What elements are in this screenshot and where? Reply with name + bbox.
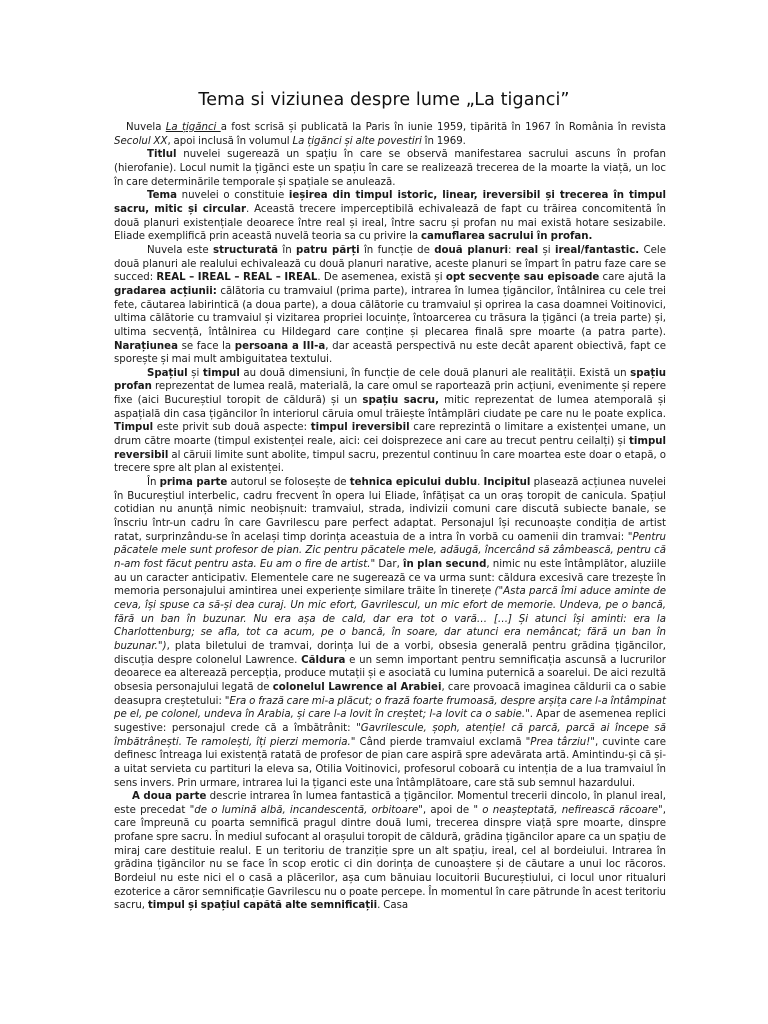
text-run: care reprezintă o limitare a existenței umane, un drum către moarte (timpul existenței reale, aici: cei doisprezece ani care au trecut pentru ceilalți) și <box>114 422 666 448</box>
text-run: " o neașteptată, nefirească răcoare" <box>473 804 663 816</box>
text-run: patru părți <box>296 244 360 256</box>
text-run: tehnica epicului dublu <box>349 477 478 489</box>
text-run: , care împreună cu poarta semnifică pragul dintre două lumi, trecerea dinspre viață spre moarte, dinspre profane spre sacru. În mediul sufocant al orașului toropit de căldură, grădina țigăncilor apare ca un spațiu de miraj care destituie realul. E un teritoriu de tranziție spre un alt spațiu, ireal, cel al bordeiului. Intrarea în grădina țigăncilor nu se face în scop erotic ci din dorința de cunoaștere și de căutare a unui loc răcoros. Bordeiul nu este nici el o casă a plăcerilor, așa cum bănuiau locuitorii Bucureștiului, ci locul unor ritualuri ezoterice a căror semnificație Gavrilescu nu o poate percepe. În momentul în care pătrunde în acest teritoriu sacru, <box>114 804 666 912</box>
text-run: în funcție de <box>359 244 435 256</box>
paragraph-p2 <box>114 148 666 189</box>
text-run: Narațiunea <box>114 340 178 352</box>
text-run: "Prea târziu!" <box>525 736 595 748</box>
text-run: A doua parte <box>132 791 207 803</box>
text-run: camuflarea sacrului în profan. <box>420 231 593 243</box>
text-run: spațiu sacru, <box>362 395 439 407</box>
text-run: și <box>187 367 203 379</box>
text-run: Când pierde tramvaiul exclamă <box>355 736 526 748</box>
text-run: , plata biletului de tramvai, dorința lui de a vorbi, obsesia generală pentru grădina țigăncilor, discuția despre colonelul Lawrence. <box>114 640 666 666</box>
text-run: timpul reversibil <box>114 436 666 461</box>
text-run: ieșirea din timpul istoric, linear, ireversibil și trecerea în timpul sacru, mitic și circular <box>114 190 667 215</box>
text-run: opt secvențe sau episoade <box>445 272 600 284</box>
text-run: și <box>538 244 555 256</box>
text-run: prima parte <box>159 477 228 489</box>
text-run: . Această trecere imperceptibilă echivalează de fapt cu trăirea concomitentă în două planuri existențiale deoarece între real și ireal, între sacru și profan nu mai există hotare sesizabile. Eliade exemplifică prin această nuvelă teoria sa cu privire la <box>114 203 666 243</box>
text-run: persoana a III-a <box>234 340 326 352</box>
text-run: în plan secund <box>402 559 487 570</box>
text-run: al căruii limite sunt abolite, timpul sacru, prezentul continuu în care moartea este doar o etapă, o trecere spre alt plan al existenței. <box>114 449 666 475</box>
text-run: Nuvela este <box>147 244 214 256</box>
text-run: . De asemenea, există și <box>317 272 446 284</box>
text-run: nuvelei sugerează un spațiu în care se observă manifestarea sacrului ascuns în profan (hierofanie). Locul numit la țigănci este un spațiu în care se realizează trecerea de la moarte la viață, un loc în care determinările temporale și spațiale se anulează. <box>114 149 666 188</box>
text-run: La țigănci <box>165 122 221 133</box>
text-run: Tema <box>147 190 177 202</box>
text-run: a fost scrisă și publicată la Paris în iunie 1959, tipărită în 1967 în România în revista <box>220 122 666 133</box>
text-run: este privit sub două aspecte: <box>153 422 311 434</box>
text-run: real <box>515 244 539 256</box>
text-run: călătoria cu tramvaiul (prima parte), intrarea în lumea țigăncilor, întâlnirea cu cele trei fete, căutarea labirintică (a doua parte), a doua călătorie cu tramvaiul și oprirea la casa doamnei Voitinovici, ultima călătorie cu tramvaiul și vizitarea propriei locuințe, întoarcerea cu trăsura la țigănci (a treia parte) și, ultima secvență, întâlnirea cu Hildegard care conține și plecarea finală spre moarte (a patra parte). <box>114 285 666 338</box>
paragraph-p5 <box>114 367 666 476</box>
text-run: plasează acțiunea nuvelei în Bucureștiul interbelic, cadru frecvent în opera lui Eliade, înfățișat ca un oraș toropit de canicula. Spațiul cotidian nu anunță nimic neobișnuit: tramvaiul, strada, indivizii comuni care discută subiecte banale, se înscriu într-un cadru în care Gavrilescu pare perfect adaptat. Personajul își recunoaște condiția de artist ratat, surprinzându-se în același timp dorința aceastuia de a intra în vorbă cu oamenii din tramvai: <box>114 477 667 543</box>
text-run: Spațiul <box>147 367 188 379</box>
text-run: . <box>477 477 484 489</box>
text-run: "Gavrilescule, șoph, atenție! că parcă, parcă ai începe să îmbătrânești. Te ramolești, îți pierzi memoria." <box>114 722 666 748</box>
text-run: colonelul Lawrence al Arabiei <box>272 681 442 693</box>
text-run: Incipitul <box>483 477 531 489</box>
text-run: două planuri <box>434 244 509 256</box>
text-run: gradarea acțiunii: <box>114 285 217 297</box>
text-run: ("Asta parcă îmi aduce aminte de ceva, își spuse ca să-și dea curaj. Un mic efort, Gavrilescul, un mic efort de memorie. Undeva, pe o bancă, fără un ban în buzunar. Nu era așa de cald, dar era tot o vară… […] Și atunci își aminti: era la Charlottenburg; se afla, tot ca acum, pe o bancă, în soare, dar atunci era nemâncat; fără un ban în buzunar.") <box>114 586 666 652</box>
text-run: : <box>508 244 516 256</box>
text-run: În <box>147 477 160 489</box>
text-run: Timpul <box>114 422 154 434</box>
text-run: timpul <box>202 367 240 379</box>
text-run: . Casa <box>377 900 409 912</box>
text-run: care ajută la <box>599 272 666 284</box>
text-run: în <box>278 244 297 256</box>
text-run: în 1969. <box>421 135 466 147</box>
text-run: , cuvinte care definesc întreaga lui existență ratată de profesor de pian care aspiră spre adevărata artă. Amintindu-și că și-a uitat servieta cu partituri la eleva sa, Otilia Voitinovici, profesorul coboară cu intenția de a lua tramvaiul în sens invers. Prin urmare, intrarea lui la țiganci este una întâmplătoare, care stă sub semnul hazardului. <box>114 736 666 789</box>
text-run: Secolul XX <box>114 135 168 147</box>
document-body <box>114 121 666 913</box>
text-run: Titlul <box>147 149 177 161</box>
text-run: "de o lumină albă, incandescentă, orbitoare" <box>189 804 423 816</box>
paragraph-p7 <box>114 790 666 913</box>
paragraph-p6 <box>114 476 666 790</box>
text-run: , nimic nu este întâmplător, aluziile au un caracter anticipativ. Elementele care ne sugerează ce va urma sunt: căldura excesivă care trezește în memoria personajului amintirea unei experiențe similare trăite în tinerețe <box>114 559 666 598</box>
text-run: "Era o frază care mi-a plăcut; o frază foarte frumoasă, despre arșița care l-a întâmpinat pe el, pe colonel, undeva în Arabia, și care l-a lovit în creștet; l-a lovit ca o sabie." <box>114 695 666 721</box>
text-run: timpul ireversibil <box>310 422 410 434</box>
text-run: , apoi de <box>422 804 474 816</box>
page-title: Tema si viziunea despre lume „La tiganci” <box>198 90 570 110</box>
text-run: Căldura <box>301 654 346 666</box>
text-run: au două dimensiuni, în funcție de cele două planuri ale realității. Există un <box>239 367 631 379</box>
text-run: . Apar de asemenea replici sugestive: personajul crede că a îmbătrânit: <box>114 709 666 734</box>
text-run: mitic reprezentat de lumea atemporală și aspațială din casa țigăncilor în interiorul căruia omul trăiește întâmplări ciudate pe care nu le poate explica. <box>114 395 666 420</box>
text-run: e un semn important pentru semnificația ascunsă a lucrurilor deoarece ea alterează percepția, produce mutații și e asociată cu lumina puternică a soarelui. De aici rezultă obsesia personajului legată de <box>114 654 666 693</box>
text-run: Dar, <box>375 559 403 570</box>
text-run: ireal/fantastic. <box>555 244 640 256</box>
text-run: se face la <box>177 340 235 352</box>
text-run: structurată <box>213 244 279 256</box>
text-run: spațiu profan <box>114 367 666 393</box>
text-run: REAL – IREAL – REAL – IREAL <box>156 272 318 284</box>
paragraph-p4 <box>114 244 666 367</box>
text-run: Nuvela <box>126 122 166 133</box>
paragraph-p1 <box>114 121 666 148</box>
text-run: timpul și spațiul capătă alte semnificații <box>147 900 378 912</box>
text-run: reprezentat de lumea reală, materială, la care omul se raportează prin acțiuni, evenimente și repere fixe (aici Bucureștiul toropit de căldură) și un <box>114 381 666 407</box>
text-run: La țigănci și alte povestiri <box>292 135 422 147</box>
text-run: autorul se folosește de <box>227 477 350 489</box>
paragraph-p3 <box>114 189 666 244</box>
text-run: "Pentru păcatele mele sunt profesor de pian. Zic pentru păcatele mele, adăugă, încercând să zâmbească, pentru că n-am fost făcut pentru asta. Eu am o fire de artist." <box>114 531 666 570</box>
text-run: Cele două planuri ale realului echivalează cu două planuri narative, aceste planuri se împart în patru faze care se succed: <box>114 244 666 284</box>
text-run: descrie intrarea în lumea fantastică a țigăncilor. Momentul trecerii dincolo, în planul ireal, este precedat <box>114 791 666 816</box>
text-run: , care provoacă imaginea căldurii ca o sabie deasupra creștetului: <box>114 681 666 707</box>
text-run: nuvelei o constituie <box>177 190 289 202</box>
text-run: , dar această perspectivă nu este decât aparent obiectivă, fapt ce sporește și mai mult ambiguitatea textului. <box>114 340 667 366</box>
text-run: , apoi inclusă în volumul <box>167 135 293 147</box>
